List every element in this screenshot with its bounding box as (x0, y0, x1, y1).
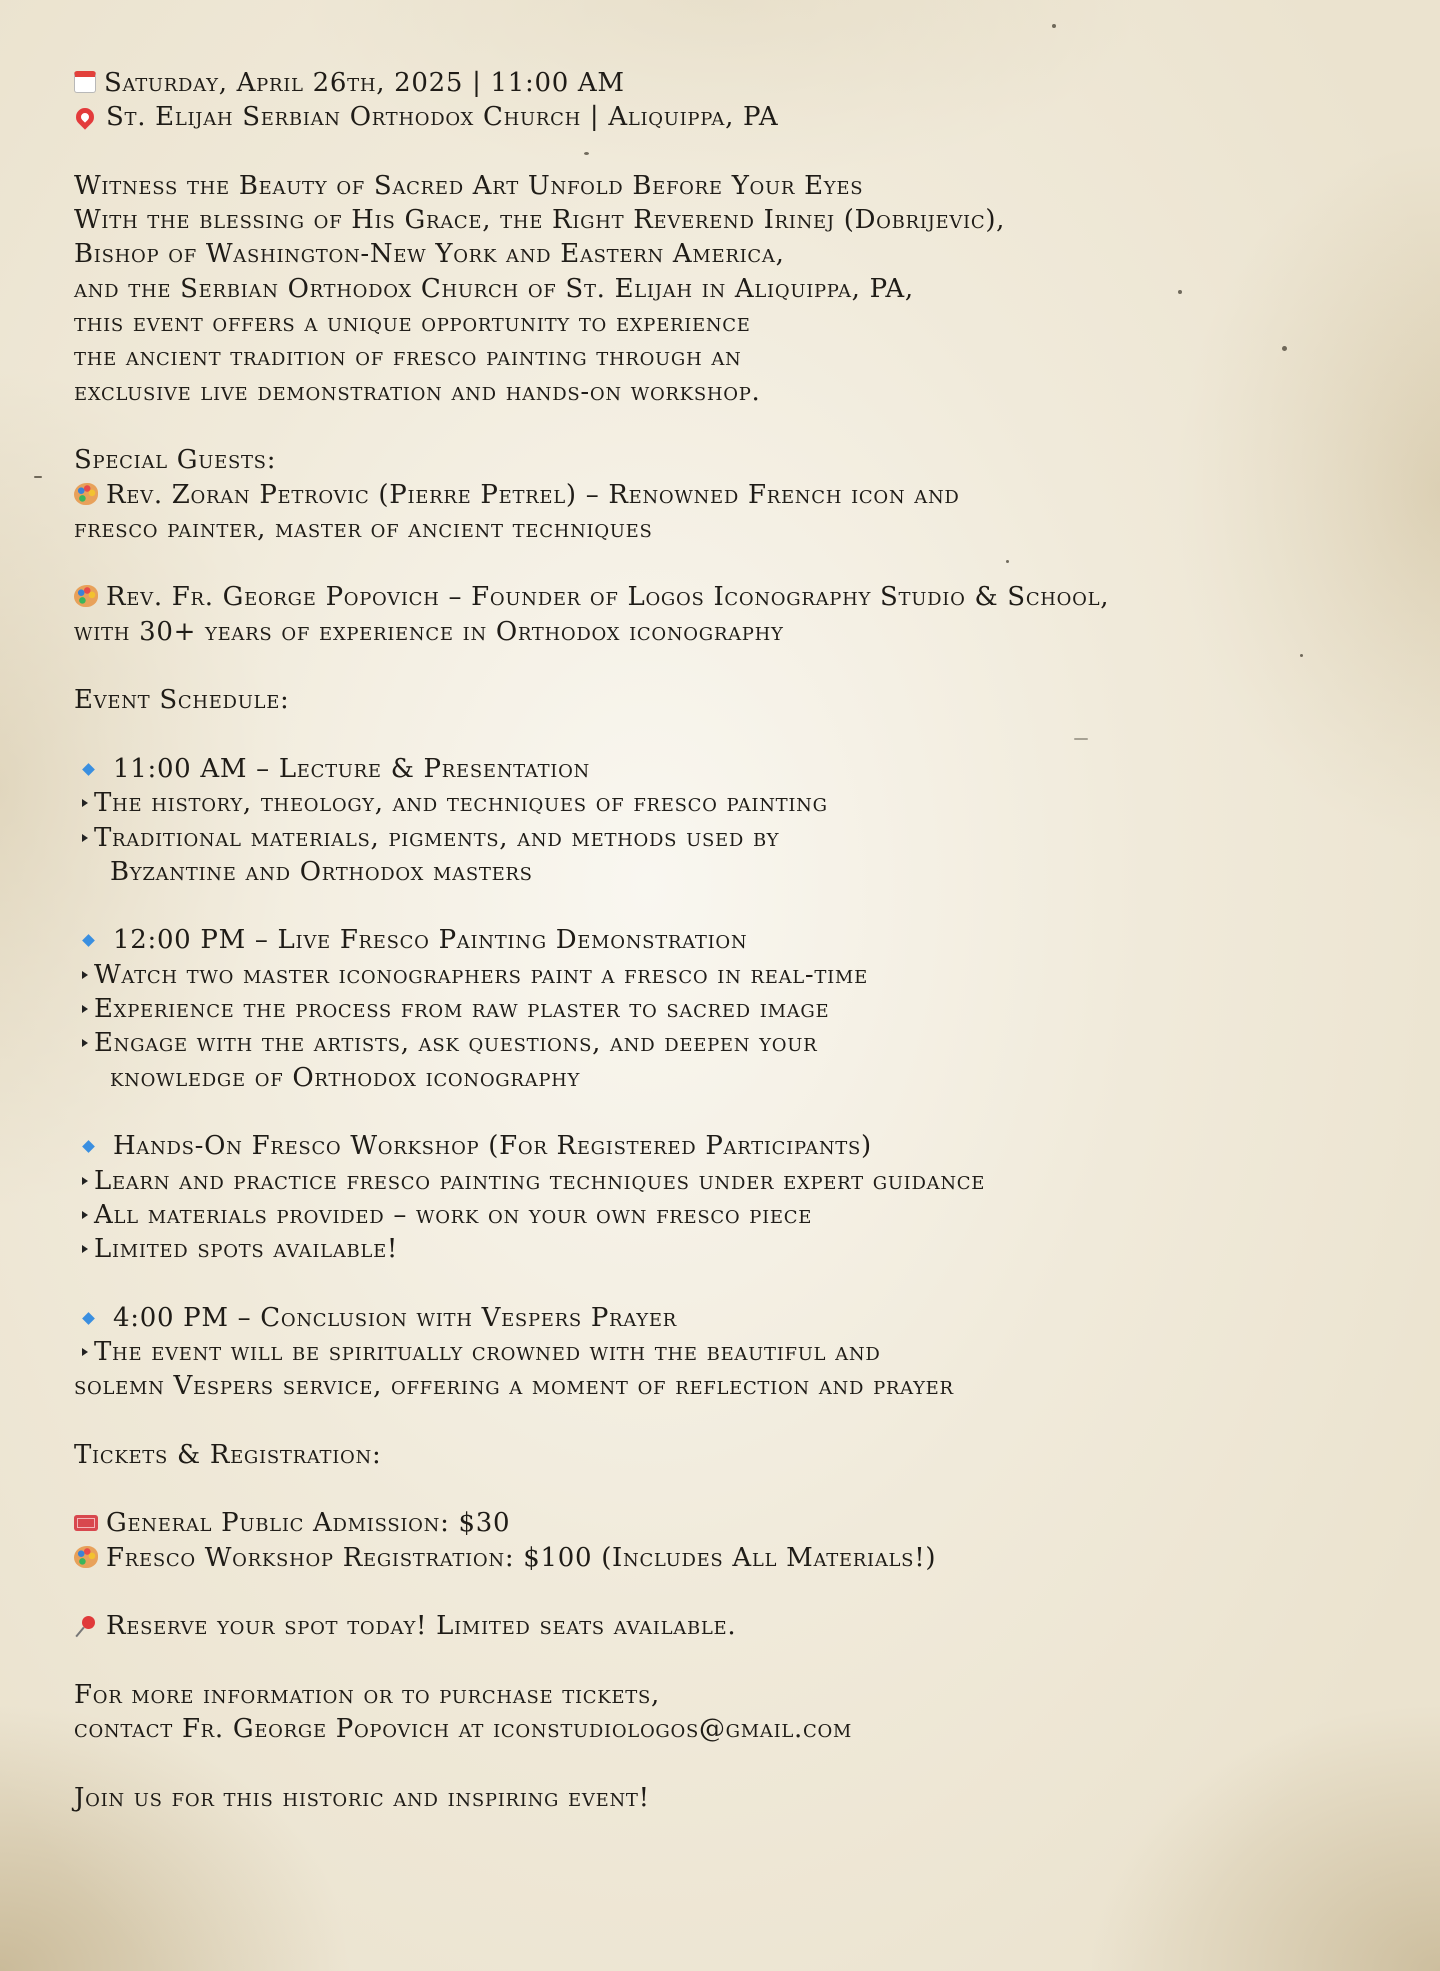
blue-diamond-icon (82, 1312, 95, 1325)
intro-line: this event offers a unique opportunity to experience (74, 308, 751, 339)
schedule-item: The event will be spiritually crowned with the beautiful and (74, 1335, 1404, 1369)
location-pin-icon (72, 105, 97, 130)
small-arrow-icon (82, 1211, 88, 1219)
schedule-item: All materials provided – work on your own fresco piece (74, 1198, 1404, 1232)
schedule-item: Limited spots available! (74, 1232, 1404, 1266)
palette-icon (74, 585, 98, 607)
schedule-block-title: Hands-On Fresco Workshop (For Registered Participants) (74, 1129, 1404, 1163)
small-arrow-icon (82, 1039, 88, 1047)
small-arrow-icon (82, 1177, 88, 1185)
schedule-item-continued: Byzantine and Orthodox masters (110, 856, 533, 887)
paper-speck (34, 476, 42, 478)
blue-diamond-icon (82, 935, 95, 948)
paper-speck (1052, 24, 1056, 28)
blue-diamond-icon (82, 763, 95, 776)
pushpin-icon (74, 1614, 98, 1638)
schedule-block-title: 4:00 PM – Conclusion with Vespers Prayer (74, 1301, 1404, 1335)
ticket-icon (74, 1515, 98, 1531)
intro-line: With the blessing of His Grace, the Right Reverend Irinej (Dobrijevic), (74, 205, 1006, 236)
flyer-content (74, 66, 1404, 1815)
schedule-block-title: 11:00 AM – Lecture & Presentation (74, 752, 1404, 786)
small-arrow-icon (82, 799, 88, 807)
intro-line: Witness the Beauty of Sacred Art Unfold Before Your Eyes (74, 170, 864, 201)
guest-line: Rev. Zoran Petrovic (Pierre Petrel) – Renowned French icon and (74, 478, 1404, 512)
workshop-registration-line: Fresco Workshop Registration: $100 (Includes All Materials!) (74, 1541, 1404, 1575)
intro-line: Bishop of Washington-New York and Eastern America, (74, 239, 785, 270)
calendar-icon (74, 71, 96, 93)
event-location-line: St. Elijah Serbian Orthodox Church | Aliquippa, PA (74, 100, 1404, 134)
intro-line: the ancient tradition of fresco painting through an (74, 342, 742, 373)
schedule-item: Traditional materials, pigments, and methods used by (74, 821, 1404, 855)
small-arrow-icon (82, 1005, 88, 1013)
reserve-line: Reserve your spot today! Limited seats available. (74, 1609, 1404, 1643)
closing-line: Join us for this historic and inspiring event! (74, 1782, 650, 1813)
guest-line: with 30+ years of experience in Orthodox iconography (74, 616, 784, 647)
general-admission-line: General Public Admission: $30 (74, 1506, 1404, 1540)
tickets-heading: Tickets & Registration: (74, 1439, 382, 1470)
guest-line: fresco painter, master of ancient techniques (74, 513, 653, 544)
contact-line: contact Fr. George Popovich at iconstudiologos@gmail.com (74, 1714, 853, 1745)
schedule-item-continued: solemn Vespers service, offering a moment of reflection and prayer (74, 1371, 954, 1402)
palette-icon (74, 483, 98, 505)
guest-line: Rev. Fr. George Popovich – Founder of Logos Iconography Studio & School, (74, 580, 1404, 614)
intro-line: exclusive live demonstration and hands-on workshop. (74, 376, 761, 407)
contact-line: For more information or to purchase tickets, (74, 1679, 660, 1710)
small-arrow-icon (82, 1245, 88, 1253)
schedule-item: The history, theology, and techniques of fresco painting (74, 786, 1404, 820)
schedule-item-continued: knowledge of Orthodox iconography (110, 1062, 581, 1093)
event-schedule-heading: Event Schedule: (74, 685, 290, 716)
small-arrow-icon (82, 834, 88, 842)
palette-icon (74, 1546, 98, 1568)
intro-line: and the Serbian Orthodox Church of St. Elijah in Aliquippa, PA, (74, 273, 914, 304)
blue-diamond-icon (82, 1140, 95, 1153)
small-arrow-icon (82, 1348, 88, 1356)
small-arrow-icon (82, 971, 88, 979)
schedule-item: Engage with the artists, ask questions, and deepen your (74, 1026, 1404, 1060)
schedule-item: Learn and practice fresco painting techniques under expert guidance (74, 1164, 1404, 1198)
special-guests-heading: Special Guests: (74, 445, 277, 476)
schedule-item: Experience the process from raw plaster to sacred image (74, 992, 1404, 1026)
schedule-item: Watch two master iconographers paint a fresco in real-time (74, 958, 1404, 992)
schedule-block-title: 12:00 PM – Live Fresco Painting Demonstration (74, 923, 1404, 957)
event-date-line: Saturday, April 26th, 2025 | 11:00 AM (74, 66, 1404, 100)
